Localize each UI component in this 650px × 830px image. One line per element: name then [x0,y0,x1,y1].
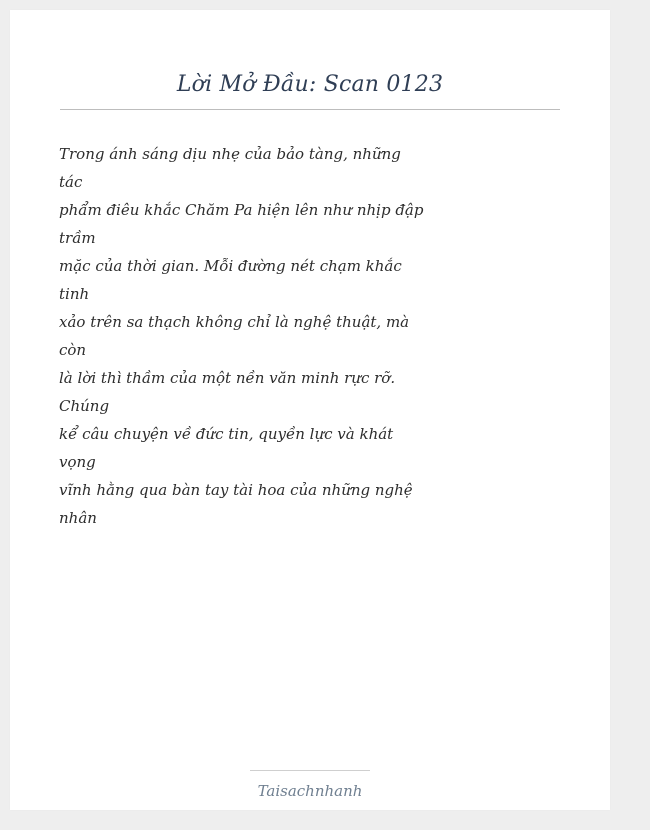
body-line: vọng [59,453,96,471]
body-line: Chúng [59,397,110,415]
body-line: là lời thì thầm của một nền văn minh rực rỡ. [59,369,396,387]
page-title: Lời Mở Đầu: Scan 0123 [176,72,444,97]
body-line: vĩnh hằng qua bàn tay tài hoa của những nghệ [59,481,413,499]
footer-text: Taisachnhanh [257,782,363,800]
body-line: mặc của thời gian. Mỗi đường nét chạm khắc [59,257,402,275]
body-line: còn [59,341,87,359]
body-line: xảo trên sa thạch không chỉ là nghệ thuật, mà [59,313,410,331]
body-line: tinh [59,285,90,303]
body-line: phẩm điêu khắc Chăm Pa hiện lên như nhịp đập [59,201,424,219]
body-line: kể câu chuyện về đức tin, quyền lực và khát [59,425,394,443]
body-line: tác [59,173,83,191]
footer-divider [250,770,370,771]
body-line: trầm [59,229,96,247]
body-line: Trong ánh sáng dịu nhẹ của bảo tàng, những [59,145,401,163]
document-page [10,10,610,810]
title-divider [60,109,560,110]
body-text [59,140,424,532]
body-line: nhân [59,509,97,527]
